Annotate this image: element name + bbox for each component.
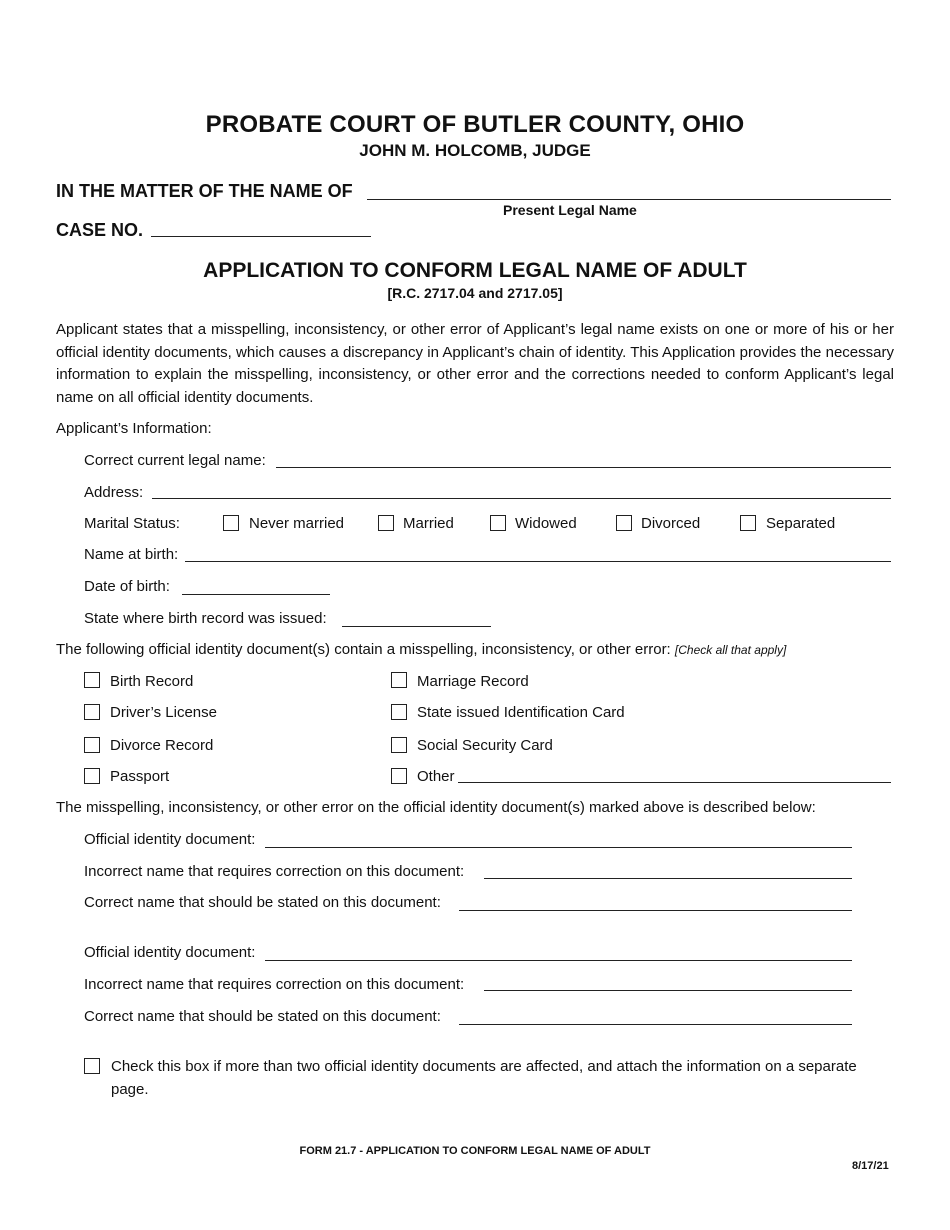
correct-name-2-line[interactable] bbox=[459, 1024, 852, 1025]
checkbox-drivers-license[interactable] bbox=[84, 704, 100, 720]
doc-1-label: Official identity document: bbox=[84, 831, 256, 848]
checkbox-passport[interactable] bbox=[84, 768, 100, 784]
checkbox-never-married[interactable] bbox=[223, 515, 239, 531]
more-documents-text-line1: Check this box if more than two official identity documents are affected, and attach the information on a separate bbox=[111, 1058, 857, 1075]
checkbox-divorced[interactable] bbox=[616, 515, 632, 531]
correct-name-line[interactable] bbox=[276, 467, 891, 468]
divorced-label: Divorced bbox=[641, 515, 701, 532]
birth-state-label: State where birth record was issued: bbox=[84, 610, 327, 627]
correct-name-label: Correct current legal name: bbox=[84, 452, 266, 469]
case-no-label: CASE NO. bbox=[56, 220, 144, 240]
case-no-line[interactable] bbox=[151, 236, 371, 237]
correct-name-2-label: Correct name that should be stated on this document: bbox=[84, 1008, 441, 1025]
doc-2-label: Official identity document: bbox=[84, 944, 256, 961]
divorce-record-label: Divorce Record bbox=[110, 737, 214, 754]
incorrect-name-1-label: Incorrect name that requires correction on this document: bbox=[84, 863, 465, 880]
marital-status-label: Marital Status: bbox=[84, 515, 180, 532]
incorrect-name-2-label: Incorrect name that requires correction on this document: bbox=[84, 976, 465, 993]
checkbox-married[interactable] bbox=[378, 515, 394, 531]
marriage-record-label: Marriage Record bbox=[417, 673, 529, 690]
checkbox-divorce-record[interactable] bbox=[84, 737, 100, 753]
present-legal-name-label: Present Legal Name bbox=[503, 202, 637, 218]
address-line[interactable] bbox=[152, 498, 891, 499]
intro-paragraph: Applicant states that a misspelling, inconsistency, or other error of Applicant’s legal name exists on one or more of his or her official identity documents, which causes a discrepancy in Applicant’s chain of identity. This Application provides the necessary information to explain the misspelling, inconsistency, or other error and the corrections needed to conform Applicant’s legal name on all official identity documents. bbox=[56, 321, 894, 406]
married-label: Married bbox=[403, 515, 454, 532]
birth-state-line[interactable] bbox=[342, 626, 491, 627]
checkbox-separated[interactable] bbox=[740, 515, 756, 531]
address-label: Address: bbox=[84, 484, 144, 501]
applicant-section-label: Applicant’s Information: bbox=[56, 420, 212, 437]
doc-2-line[interactable] bbox=[265, 960, 852, 961]
widowed-label: Widowed bbox=[515, 515, 577, 532]
dob-label: Date of birth: bbox=[84, 578, 170, 595]
birth-name-label: Name at birth: bbox=[84, 546, 179, 563]
documents-intro bbox=[56, 641, 786, 658]
correct-name-1-line[interactable] bbox=[459, 910, 852, 911]
birth-name-line[interactable] bbox=[185, 561, 891, 562]
other-label: Other bbox=[417, 768, 455, 785]
dob-line[interactable] bbox=[182, 594, 330, 595]
other-line[interactable] bbox=[458, 782, 891, 783]
statute-reference: [R.C. 2717.04 and 2717.05] bbox=[387, 285, 563, 301]
check-all-note: [Check all that apply] bbox=[674, 643, 787, 657]
more-documents-text-line2: page. bbox=[111, 1081, 149, 1098]
checkbox-widowed[interactable] bbox=[490, 515, 506, 531]
drivers-license-label: Driver’s License bbox=[110, 704, 217, 721]
doc-1-line[interactable] bbox=[265, 847, 852, 848]
birth-record-label: Birth Record bbox=[110, 673, 194, 690]
checkbox-other[interactable] bbox=[391, 768, 407, 784]
separated-label: Separated bbox=[766, 515, 836, 532]
judge-name: JOHN M. HOLCOMB, JUDGE bbox=[359, 141, 591, 160]
passport-label: Passport bbox=[110, 768, 170, 785]
checkbox-marriage-record[interactable] bbox=[391, 672, 407, 688]
incorrect-name-1-line[interactable] bbox=[484, 878, 852, 879]
footer-date: 8/17/21 bbox=[852, 1160, 889, 1172]
correct-name-1-label: Correct name that should be stated on this document: bbox=[84, 894, 441, 911]
footer-form-title: FORM 21.7 - APPLICATION TO CONFORM LEGAL NAME OF ADULT bbox=[299, 1145, 651, 1157]
never-married-label: Never married bbox=[249, 515, 345, 532]
present-legal-name-line[interactable] bbox=[367, 199, 891, 200]
checkbox-social-security-card[interactable] bbox=[391, 737, 407, 753]
checkbox-more-documents[interactable] bbox=[84, 1058, 100, 1074]
errors-intro: The misspelling, inconsistency, or other error on the official identity document(s) marked above is described below: bbox=[56, 799, 816, 816]
incorrect-name-2-line[interactable] bbox=[484, 990, 852, 991]
application-title: APPLICATION TO CONFORM LEGAL NAME OF ADULT bbox=[203, 259, 747, 282]
court-title: PROBATE COURT OF BUTLER COUNTY, OHIO bbox=[205, 111, 745, 138]
state-id-card-label: State issued Identification Card bbox=[417, 704, 625, 721]
checkbox-birth-record[interactable] bbox=[84, 672, 100, 688]
matter-label: IN THE MATTER OF THE NAME OF bbox=[56, 181, 353, 201]
documents-intro-text: The following official identity document(s) contain a misspelling, inconsistency, or other error: bbox=[56, 641, 671, 658]
social-security-card-label: Social Security Card bbox=[417, 737, 553, 754]
checkbox-state-id-card[interactable] bbox=[391, 704, 407, 720]
